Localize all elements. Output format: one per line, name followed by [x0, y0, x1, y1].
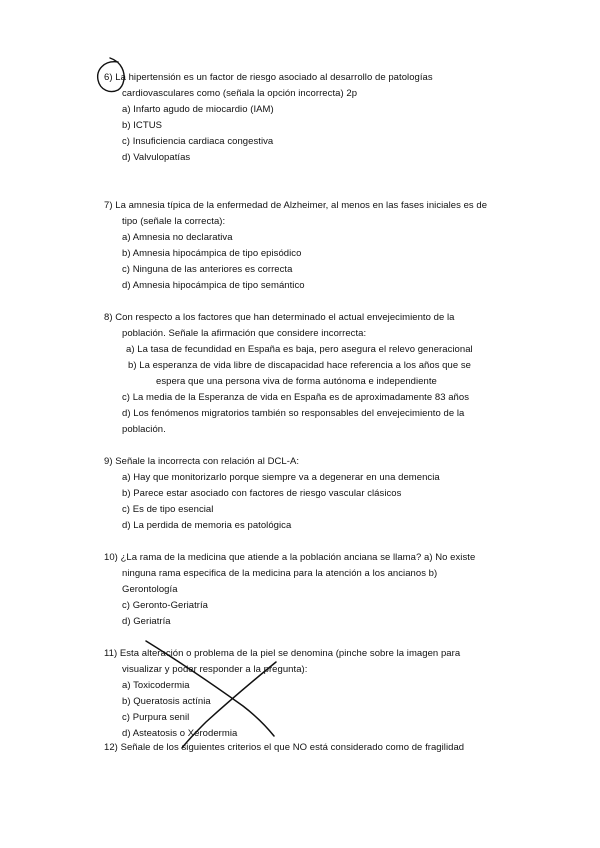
question-8-option-c: c) La media de la Esperanza de vida en España es de aproximadamente 83 años [122, 392, 470, 403]
question-9-option-d: d) La perdida de memoria es patológica [122, 520, 292, 531]
question-9-option-b: b) Parece estar asociado con factores de riesgo vascular clásicos [122, 488, 402, 499]
question-7-option-b: b) Amnesia hipocámpica de tipo episódico [122, 248, 302, 259]
question-6-stem: cardiovasculares como (señala la opción incorrecta) 2p [122, 88, 358, 99]
question-7-option-c: c) Ninguna de las anteriores es correcta [122, 264, 293, 275]
question-11-stem: 11) Esta alteración o problema de la piel se denomina (pinche sobre la imagen para [104, 648, 461, 659]
question-8-stem: población. Señale la afirmación que considere incorrecta: [122, 328, 367, 339]
question-9-option-c: c) Es de tipo esencial [122, 504, 214, 515]
question-7-stem: 7) La amnesia típica de la enfermedad de Alzheimer, al menos en las fases iniciales es de [104, 200, 488, 211]
question-7-option-d: d) Amnesia hipocámpica de tipo semántico [122, 280, 305, 291]
question-6-option-d: d) Valvulopatías [122, 152, 191, 163]
question-10-stem: ninguna rama especifica de la medicina para la atención a los ancianos b) [122, 568, 438, 579]
question-11-stem: visualizar y poder responder a la pregunta): [122, 664, 308, 675]
question-11-option-c: c) Purpura senil [122, 712, 190, 723]
question-12-stem: 12) Señale de los siguientes criterios el que NO está considerado como de fragilidad [104, 742, 465, 753]
question-11-option-d: d) Asteatosis o Xerodermia [122, 728, 238, 739]
question-8-option-a: a) La tasa de fecundidad en España es baja, pero asegura el relevo generacional [126, 344, 473, 355]
question-7-stem: tipo (señale la correcta): [122, 216, 226, 227]
question-10-option-c: c) Geronto-Geriatría [122, 600, 208, 611]
question-6-stem: 6) La hipertensión es un factor de riesgo asociado al desarrollo de patologías [104, 72, 433, 83]
question-8-option-b-cont: espera que una persona viva de forma autónoma e independiente [156, 376, 437, 387]
question-9-stem: 9) Señale la incorrecta con relación al DCL-A: [104, 456, 300, 467]
question-6-option-b: b) ICTUS [122, 120, 162, 131]
question-10-stem: Gerontología [122, 584, 178, 595]
question-8-option-b: b) La esperanza de vida libre de discapacidad hace referencia a los años que se [128, 360, 472, 371]
question-10-option-d: d) Geriatría [122, 616, 171, 627]
question-6-option-c: c) Insuficiencia cardiaca congestiva [122, 136, 274, 147]
question-8-option-d: d) Los fenómenos migratorios también so responsables del envejecimiento de la [122, 408, 465, 419]
question-6-option-a: a) Infarto agudo de miocardio (IAM) [122, 104, 274, 115]
question-11-option-b: b) Queratosis actínia [122, 696, 211, 707]
question-8-stem: 8) Con respecto a los factores que han determinado el actual envejecimiento de la [104, 312, 455, 323]
question-7-option-a: a) Amnesia no declarativa [122, 232, 233, 243]
question-10-stem: 10) ¿La rama de la medicina que atiende a la población anciana se llama? a) No existe [104, 552, 476, 563]
question-8-option-d-cont: población. [122, 424, 166, 435]
question-9-option-a: a) Hay que monitorizarlo porque siempre va a degenerar en una demencia [122, 472, 440, 483]
question-11-option-a: a) Toxicodermia [122, 680, 190, 691]
